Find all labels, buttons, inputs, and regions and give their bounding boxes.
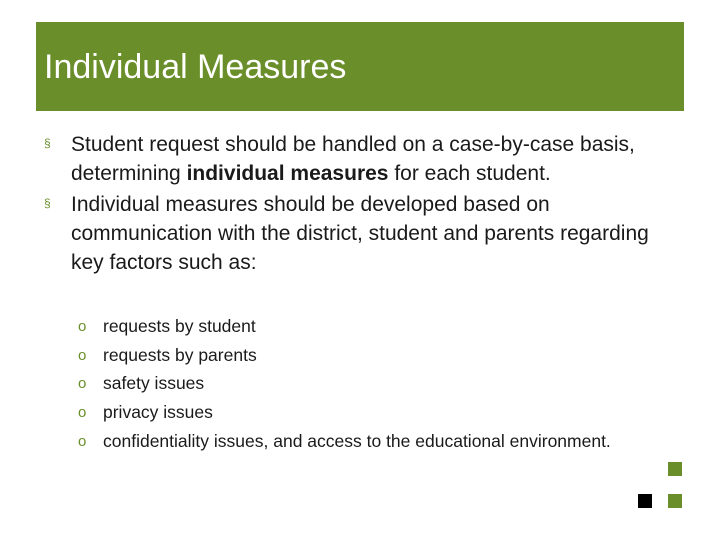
circle-bullet-icon: o [78,375,87,393]
sub-bullet-item [78,369,611,398]
square-bullet-icon: § [44,136,51,150]
circle-bullet-icon: o [78,318,87,335]
bullet-text-bold: individual measures [186,162,389,185]
sub-bullet-item [78,312,611,341]
square-bullet-icon: § [44,196,51,210]
decorative-green-square [668,462,682,476]
sub-bullet-item [78,341,611,370]
circle-bullet-icon: o [78,432,87,450]
title-bar [36,22,684,111]
bullet-item [44,130,684,188]
slide-title: Individual Measures [44,48,347,86]
sub-bullet-text: requests by student [103,316,256,336]
bullet-item [44,190,684,277]
bullet-list [44,130,684,279]
sub-bullet-text: requests by parents [103,344,257,365]
decorative-black-square [638,494,652,508]
sub-bullet-text: safety issues [103,373,205,394]
circle-bullet-icon: o [78,346,87,364]
sub-bullet-item [78,398,611,427]
circle-bullet-icon: o [78,404,87,422]
bullet-text: Individual measures should be developed based on communication with the district, student and parents regarding key factors such as: [71,193,649,274]
bullet-text [71,133,635,185]
bullet-text-end: for each student. [388,162,551,185]
sub-bullet-list [78,312,611,456]
sub-bullet-text: confidentiality issues, and access to the educational environment. [103,430,611,451]
bullet-text-start: Student request should be handled on a case-by-case basis, determining [71,133,635,185]
decorative-green-square [668,494,682,508]
sub-bullet-text: privacy issues [103,402,213,423]
sub-bullet-item [78,427,611,456]
